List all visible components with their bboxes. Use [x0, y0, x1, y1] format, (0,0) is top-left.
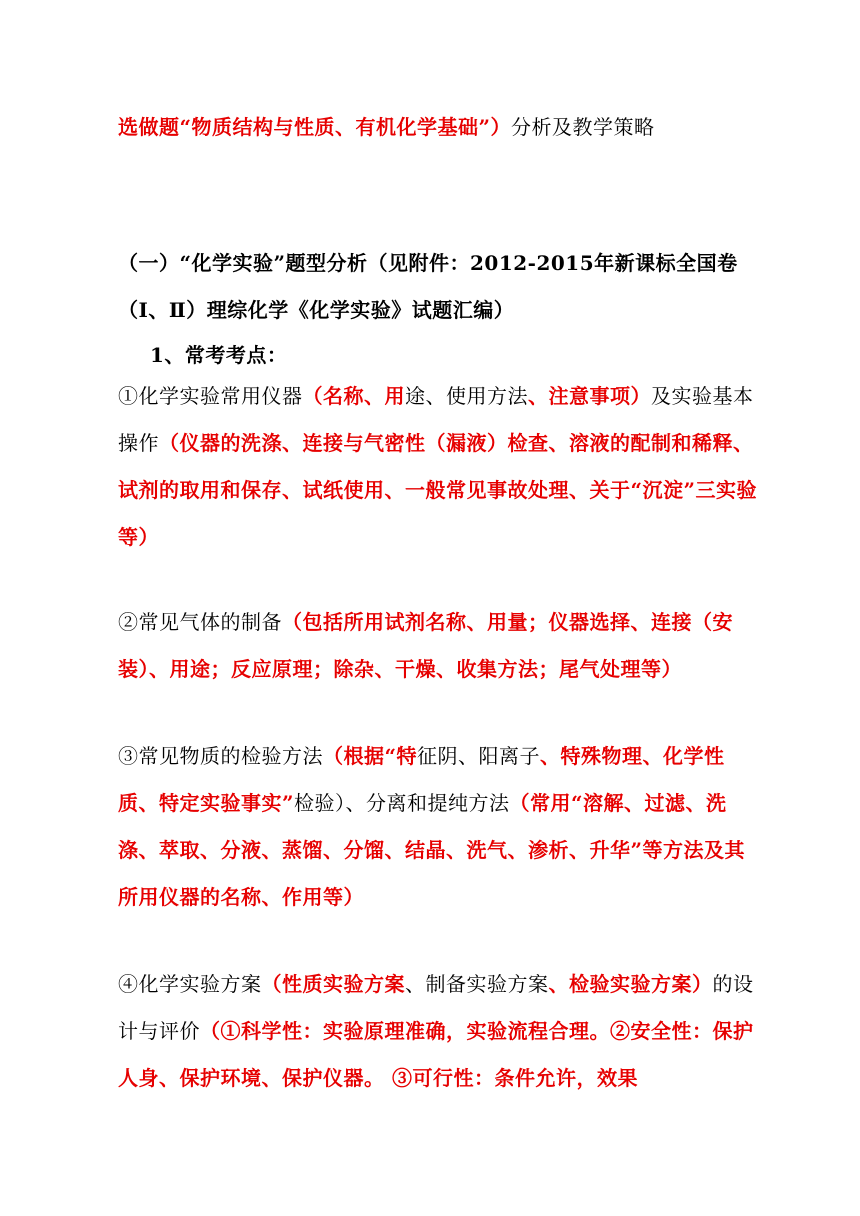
text-run: ③常见物质的检验方法: [118, 744, 323, 768]
text-run: （一）“化学实验”题型分析（见附件：2012-2015年新课标全国卷（Ⅰ、Ⅱ）理综化学《化学实验》试题汇编）: [118, 251, 738, 322]
text-run: （根据“特: [323, 744, 418, 768]
text-run: （①科学性：实验原理准确，实验流程合理。②安全性：保护人身、保护环境、保护仪器。 ③可行性：条件允许，效果: [118, 1019, 754, 1090]
text-run: 分析及教学策略: [511, 115, 655, 139]
text-run: ①化学实验常用仪器: [118, 384, 303, 408]
heading-fragment: [118, 104, 758, 151]
text-run: 、特殊物理、化学性质、特定实验事实”: [118, 744, 725, 815]
text-run: 1、常考考点：: [150, 343, 288, 367]
text-run: ②常见气体的制备: [118, 610, 282, 634]
text-run: 、制备实验方案: [405, 972, 549, 996]
text-run: （常用“溶解、过滤、洗涤、萃取、分液、蒸馏、分馏、结晶、洗气、渗析、升华”等方法及其所用仪器的名称、作用等）: [118, 791, 746, 909]
text-run: 选做题“物质结构与性质、有机化学基础”）: [118, 115, 512, 139]
text-run: 途、使用方法: [405, 384, 528, 408]
text-run: 、检验实验方案）: [548, 972, 713, 996]
text-run: 、注意事项）: [528, 384, 651, 408]
text-run: （包括所用试剂名称、用量；仪器选择、连接（安装）、用途；反应原理；除杂、干燥、收集方法；尾气处理等）: [118, 610, 733, 681]
text-run: （仪器的洗涤、连接与气密性（漏液）检查、溶液的配制和稀释、试剂的取用和保存、试纸使用、一般常见事故处理、关于“沉淀”三实验等）: [118, 431, 758, 549]
list-item-1: [118, 373, 758, 561]
text-run: 征阴、阳离子: [417, 744, 541, 768]
text-run: 及实验基本操作: [118, 384, 754, 455]
text-run: （性质实验方案: [261, 972, 405, 996]
text-run: 检验）、分离和提纯方法: [294, 791, 510, 815]
text-run: （名称、用: [302, 384, 405, 408]
text-run: ④化学实验方案: [118, 972, 262, 996]
list-item-2: [118, 599, 758, 693]
list-item-4: [118, 961, 758, 1102]
section-heading: [118, 240, 758, 334]
list-item-3: [118, 733, 758, 921]
subsection-heading: [150, 332, 750, 379]
text-run: 的设计与评价: [118, 972, 754, 1043]
